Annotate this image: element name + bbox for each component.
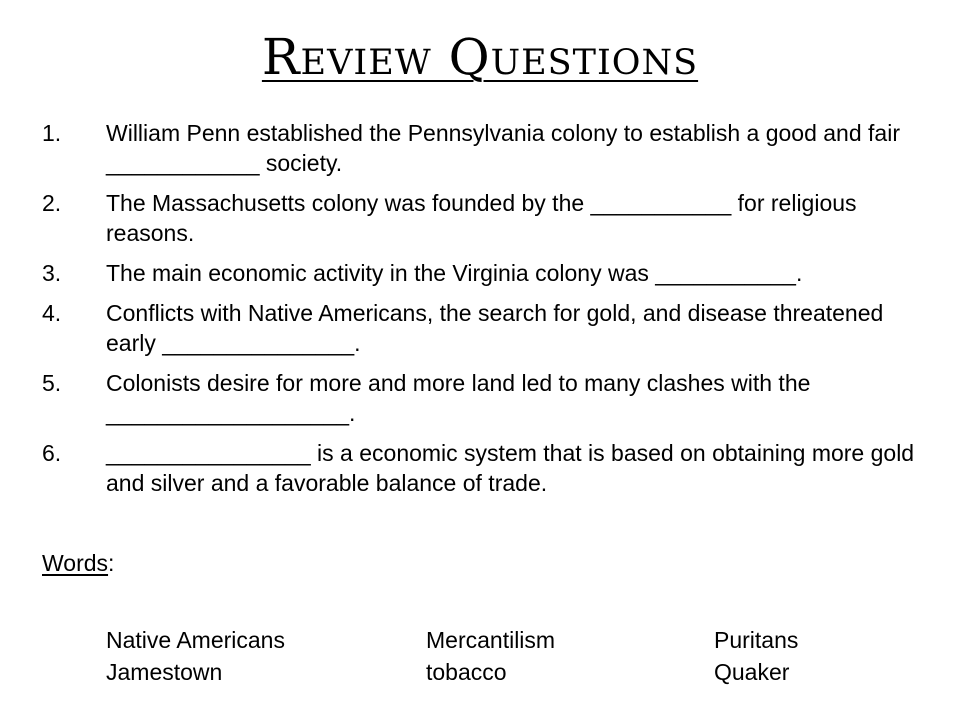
question-number: 4. bbox=[42, 300, 62, 326]
word-bank-item: Mercantilism bbox=[426, 627, 556, 653]
question-number: 3. bbox=[42, 260, 62, 286]
word-bank-colon: : bbox=[108, 550, 115, 576]
question-text: The main economic activity in the Virginia colony was ___________. bbox=[106, 260, 803, 286]
question-item bbox=[42, 188, 922, 248]
word-bank-item: Puritans bbox=[714, 627, 799, 653]
question-text: Conflicts with Native Americans, the search for gold, and disease threatened early _______________. bbox=[106, 300, 884, 356]
word-bank-item: Jamestown bbox=[106, 659, 223, 685]
question-number: 2. bbox=[42, 190, 62, 216]
page-title: Review Questions bbox=[261, 28, 699, 86]
question-item bbox=[42, 258, 922, 288]
question-item bbox=[42, 118, 922, 178]
word-bank-item: Quaker bbox=[714, 659, 790, 685]
question-text: William Penn established the Pennsylvania colony to establish a good and fair ____________ society. bbox=[106, 120, 900, 176]
word-bank-label bbox=[42, 548, 114, 578]
question-item bbox=[42, 438, 922, 498]
word-bank-item: tobacco bbox=[426, 659, 507, 685]
question-text: The Massachusetts colony was founded by the ___________ for religious reasons. bbox=[106, 190, 857, 246]
question-text: Colonists desire for more and more land led to many clashes with the ___________________. bbox=[106, 370, 811, 426]
word-bank-heading: Words bbox=[42, 550, 109, 576]
question-item bbox=[42, 298, 922, 358]
question-number: 1. bbox=[42, 120, 62, 146]
question-list bbox=[42, 118, 922, 508]
word-bank-item: Native Americans bbox=[106, 627, 285, 653]
question-number: 6. bbox=[42, 440, 62, 466]
question-text: ________________ is a economic system that is based on obtaining more gold and silver and a favorable balance of trade. bbox=[106, 440, 915, 496]
question-number: 5. bbox=[42, 370, 62, 396]
question-item bbox=[42, 368, 922, 428]
